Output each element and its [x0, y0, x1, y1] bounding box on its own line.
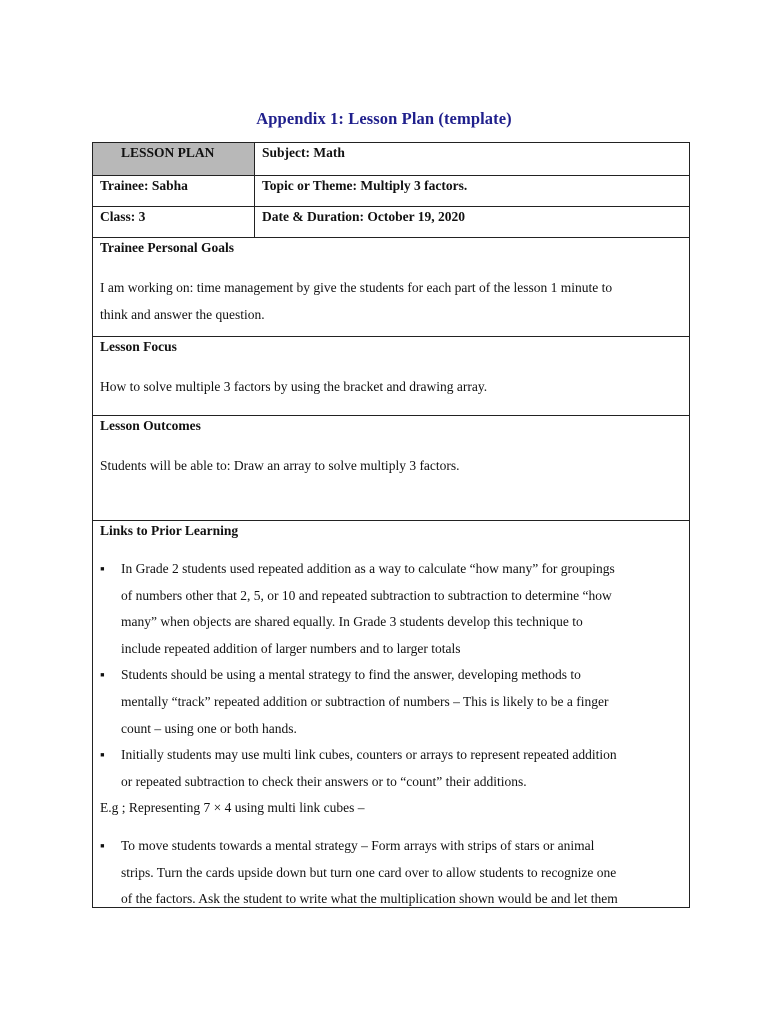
lesson-plan-table	[92, 142, 690, 908]
bullet-line: Students should be using a mental strategy to find the answer, developing methods to	[121, 667, 581, 682]
topic-cell	[255, 176, 689, 206]
bullet-line: of numbers other that 2, 5, or 10 and repeated subtraction to subtraction to determine “how	[121, 588, 612, 603]
example-line: E.g ; Representing 7 × 4 using multi link cubes –	[100, 800, 365, 815]
lesson-plan-label: LESSON PLAN	[121, 145, 215, 160]
bullet-line: or repeated subtraction to check their answers or to “count” their additions.	[121, 774, 527, 789]
paragraph-line: Students will be able to: Draw an array to solve multiply 3 factors.	[100, 458, 460, 473]
subject-label: Subject: Math	[262, 145, 345, 160]
bullet-line: strips. Turn the cards upside down but turn one card over to allow students to recognize one	[121, 865, 617, 880]
bullet-marker: ▪	[100, 667, 105, 682]
bullet-line: include repeated addition of larger numbers and to larger totals	[121, 641, 461, 656]
paragraph-line: I am working on: time management by give the students for each part of the lesson 1 minute to	[100, 280, 613, 295]
bullet-line: In Grade 2 students used repeated addition as a way to calculate “how many” for groupings	[121, 561, 615, 576]
section-heading: Lesson Outcomes	[100, 418, 201, 433]
bullet-line: Initially students may use multi link cubes, counters or arrays to represent repeated addition	[121, 747, 617, 762]
date-label: Date & Duration: October 19, 2020	[262, 209, 465, 224]
class-label: Class: 3	[100, 209, 146, 224]
class-cell	[93, 207, 255, 237]
section-heading: Trainee Personal Goals	[100, 240, 234, 255]
bullet-line: count – using one or both hands.	[121, 721, 297, 736]
table-row	[93, 207, 689, 238]
personal-goals-section	[93, 238, 689, 337]
lesson-outcomes-section	[93, 416, 689, 521]
table-row	[93, 143, 689, 176]
section-heading: Links to Prior Learning	[100, 523, 239, 538]
bullet-line: To move students towards a mental strategy – Form arrays with strips of stars or animal	[121, 838, 595, 853]
bullet-marker: ▪	[100, 747, 105, 762]
subject-cell	[255, 143, 689, 175]
lesson-focus-section	[93, 337, 689, 416]
date-cell	[255, 207, 689, 237]
bullet-marker: ▪	[100, 838, 105, 853]
bullet-line: of the factors. Ask the student to write what the multiplication shown would be and let them	[121, 891, 618, 906]
bullet-line: many” when objects are shared equally. In Grade 3 students develop this technique to	[121, 614, 583, 629]
bullet-line: mentally “track” repeated addition or subtraction of numbers – This is likely to be a finger	[121, 694, 609, 709]
table-row	[93, 176, 689, 207]
lesson-plan-cell	[93, 143, 255, 175]
paragraph-line: think and answer the question.	[100, 307, 265, 322]
prior-learning-section	[93, 521, 689, 908]
document-title: Appendix 1: Lesson Plan (template)	[256, 109, 512, 128]
bullet-marker: ▪	[100, 561, 105, 576]
paragraph-line: How to solve multiple 3 factors by using the bracket and drawing array.	[100, 379, 488, 394]
topic-label: Topic or Theme: Multiply 3 factors.	[262, 178, 468, 193]
trainee-label: Trainee: Sabha	[100, 178, 188, 193]
section-heading: Lesson Focus	[100, 339, 177, 354]
trainee-cell	[93, 176, 255, 206]
